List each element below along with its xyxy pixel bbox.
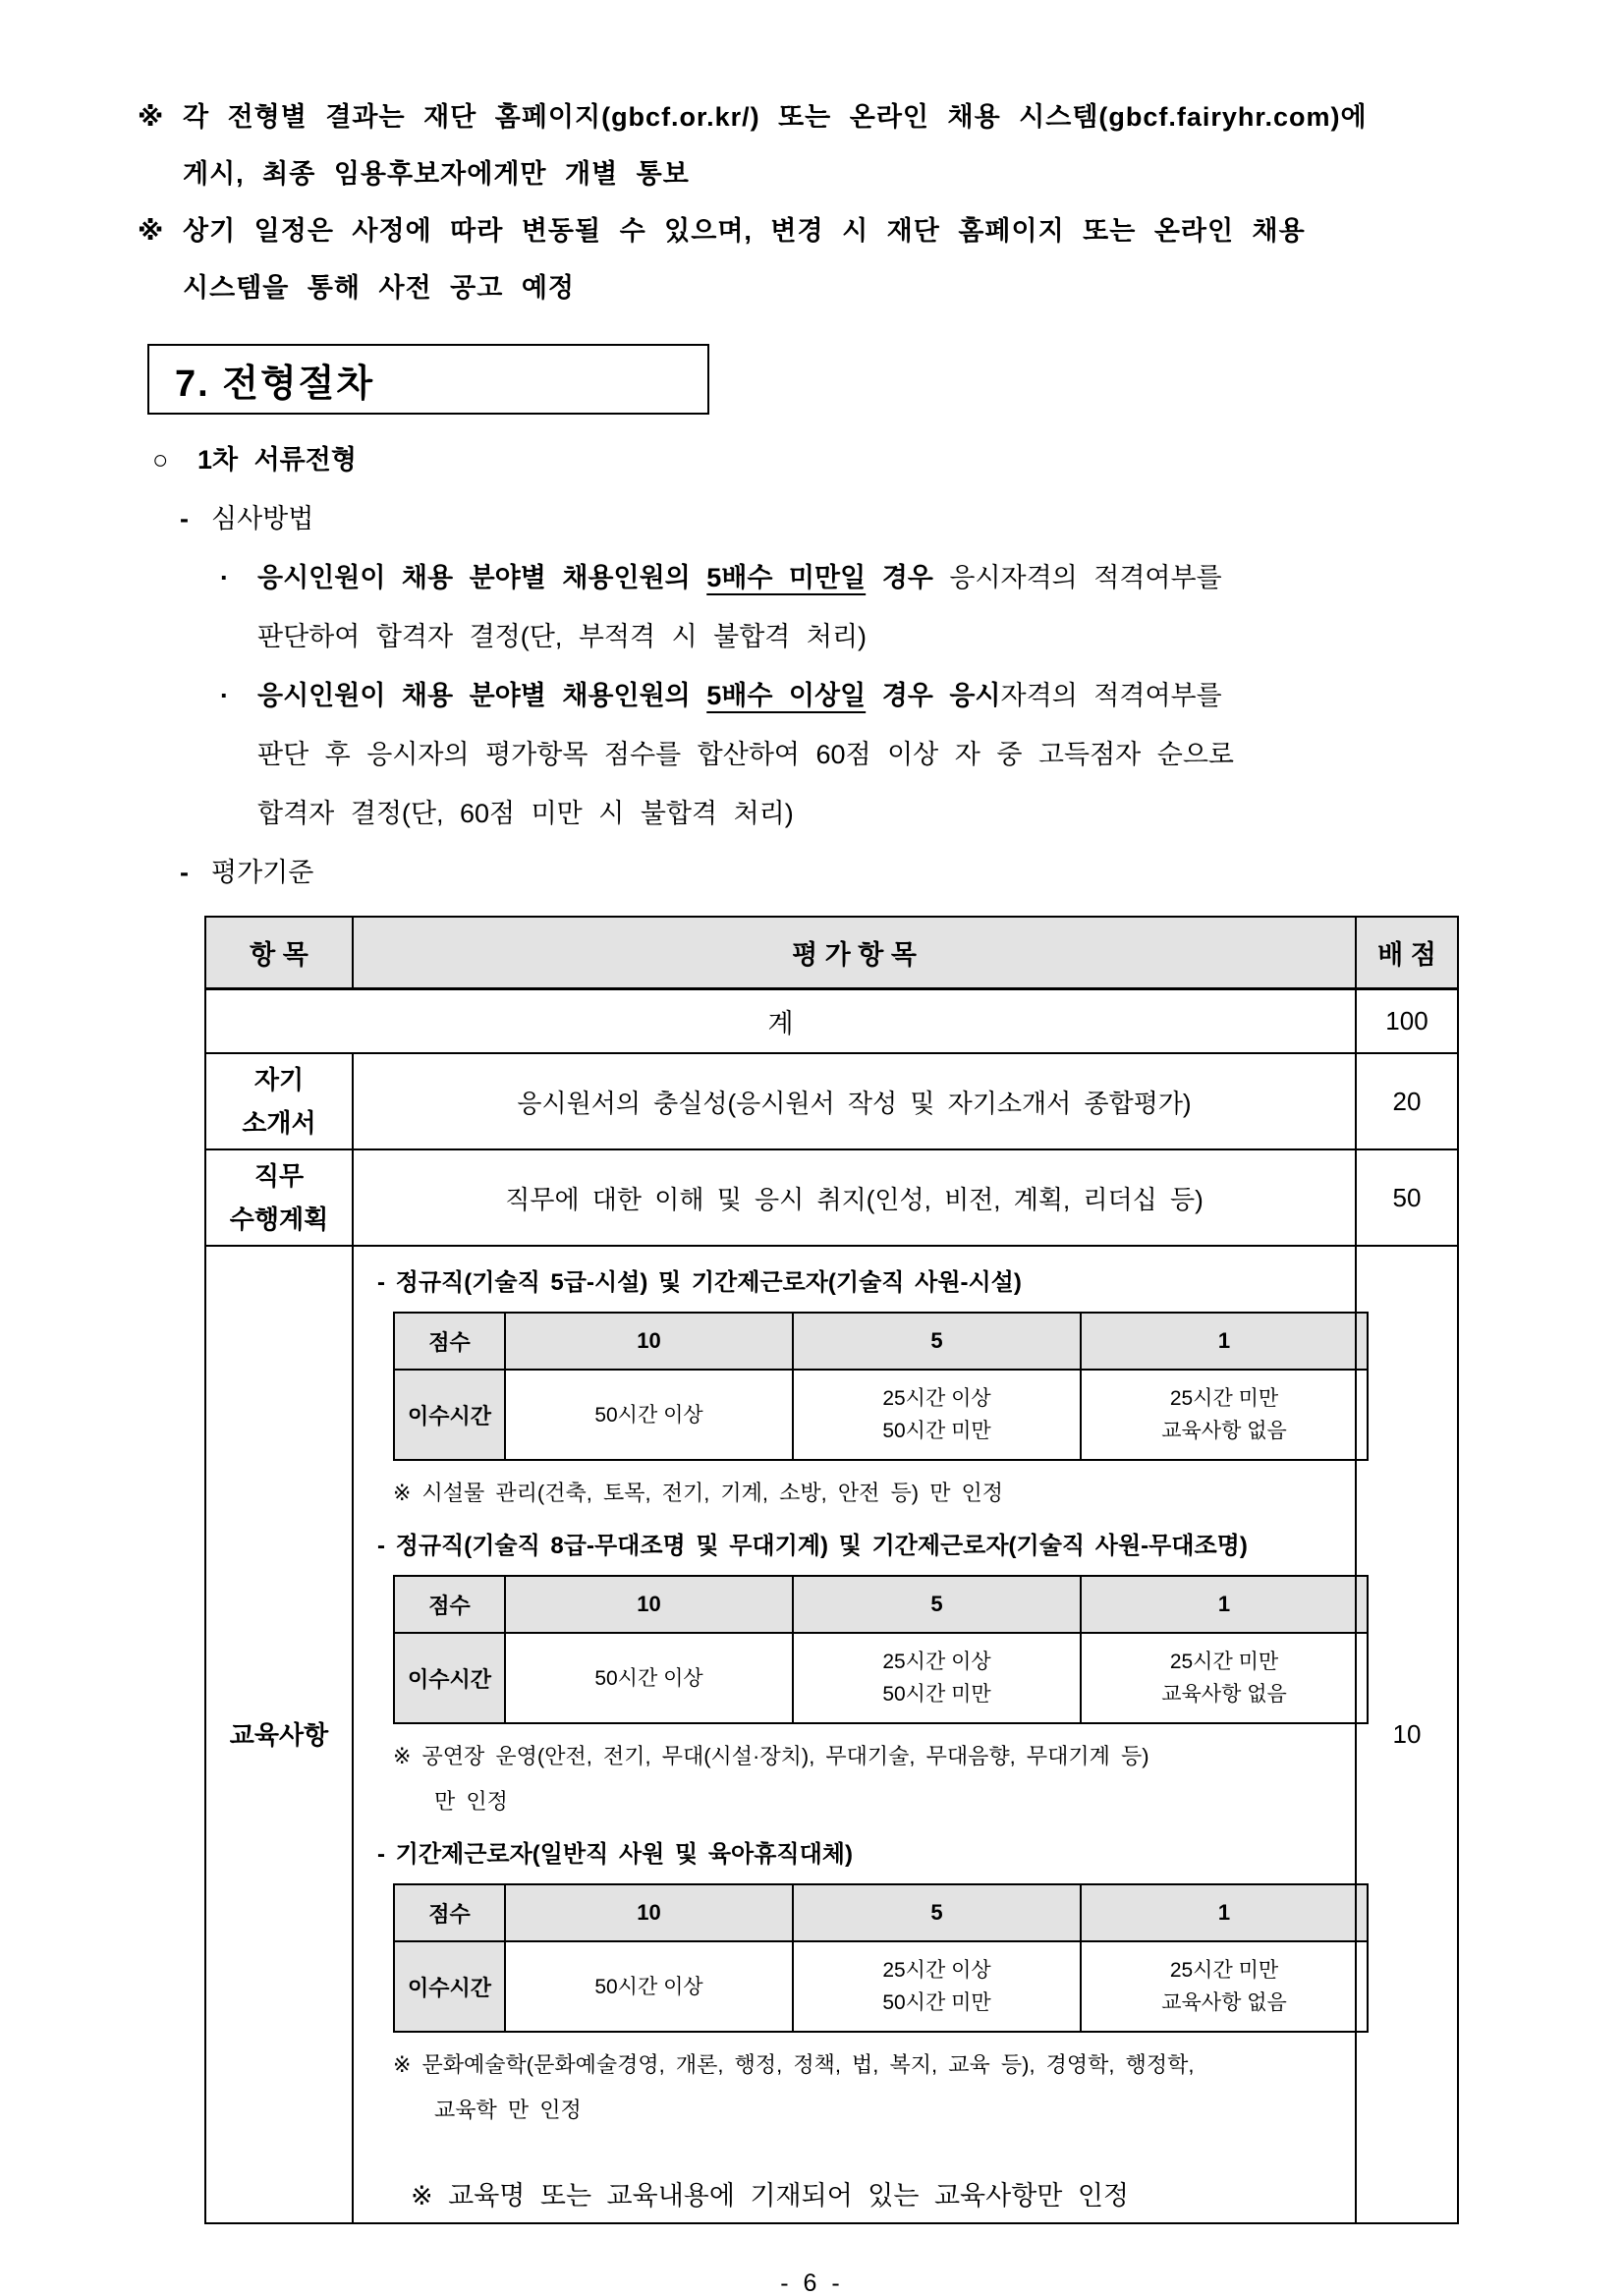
hours-cell	[505, 1370, 793, 1460]
score-value-cell: 10	[505, 1884, 793, 1941]
item-cell: 교육사항	[205, 1246, 353, 2223]
score-table	[393, 1312, 1369, 1461]
dot-bullet-icon: ·	[220, 681, 229, 710]
education-note	[377, 1471, 1347, 1516]
table-row	[205, 1149, 1458, 1246]
criteria-cell: 응시원서의 충실성(응시원서 작성 및 자기소개서 종합평가)	[353, 1053, 1356, 1149]
item-line: 자기	[253, 1065, 305, 1094]
table-row	[205, 1053, 1458, 1149]
score-value-cell: 5	[793, 1313, 1081, 1370]
education-final-note: ※ 교육명 또는 교육내용에 기재되어 있는 교육사항만 인정	[411, 2181, 1130, 2211]
section-heading-box	[147, 344, 709, 415]
hours-line: 50시간 이상	[594, 1403, 703, 1427]
note-line	[0, 88, 1624, 145]
points-cell: 10	[1356, 1246, 1458, 2223]
note-line: 교육학 만 인정	[434, 2098, 582, 2122]
hours-cell	[793, 1941, 1081, 2032]
criteria-cell: 직무에 대한 이해 및 응시 취지(인성, 비전, 계획, 리더십 등)	[353, 1149, 1356, 1246]
hours-line: 25시간 미만	[1169, 1959, 1279, 1982]
criteria-label	[0, 843, 1624, 902]
score-table	[393, 1883, 1369, 2033]
total-points: 100	[1356, 988, 1458, 1053]
hours-label-cell: 이수시간	[394, 1370, 505, 1460]
note-line: ※ 문화예술학(문화예술경영, 개론, 행정, 정책, 법, 복지, 교육 등), 경영학, 행정학,	[393, 2052, 1195, 2077]
rule-text-bold: 경우	[866, 563, 950, 592]
item-line: 수행계획	[229, 1204, 329, 1234]
note-line: 만 인정	[434, 1789, 508, 1814]
rule-text-bold: 응시인원이 채용 분야별 채용인원의	[257, 563, 707, 592]
hours-line: 25시간 미만	[1169, 1387, 1279, 1410]
reference-mark-icon: ※	[138, 216, 165, 246]
item-line: 직무	[253, 1161, 305, 1191]
score-value-cell: 5	[793, 1884, 1081, 1941]
hours-line: 50시간 미만	[882, 1683, 991, 1706]
points-cell: 50	[1356, 1149, 1458, 1246]
score-header-row	[394, 1884, 1368, 1941]
note-text: 시스템을 통해 사전 공고 예정	[183, 273, 575, 303]
note-line	[0, 145, 1624, 202]
note-text: 게시, 최종 임용후보자에게만 개별 통보	[183, 159, 690, 189]
education-row	[205, 1246, 1458, 2223]
hours-line: 교육사항 없음	[1161, 1991, 1287, 2014]
education-note	[377, 1734, 1347, 1824]
item-cell	[205, 1053, 353, 1149]
hours-line: 50시간 미만	[882, 1420, 991, 1442]
rule-text-bold: 응시인원이 채용 분야별 채용인원의	[257, 681, 707, 710]
education-detail-cell	[353, 1246, 1356, 2223]
section-heading: 7. 전형절차	[175, 363, 375, 405]
score-table	[393, 1575, 1369, 1724]
score-value-cell: 10	[505, 1313, 793, 1370]
method-label	[0, 489, 1624, 548]
stage-heading	[0, 430, 1624, 489]
note-line	[0, 259, 1624, 316]
stage-heading-text: 1차 서류전형	[197, 445, 357, 475]
reference-mark-icon: ※	[138, 102, 165, 132]
note-line: ※ 공연장 운영(안전, 전기, 무대(시설·장치), 무대기술, 무대음향, 무대기계 등)	[393, 1744, 1149, 1768]
item-cell	[205, 1149, 353, 1246]
rule-text: 판단 후 응시자의 평가항목 점수를 합산하여 60점 이상 자 중 고득점자 순으로	[257, 740, 1235, 769]
hours-line: 25시간 이상	[882, 1387, 991, 1410]
header-cell-points: 배 점	[1356, 917, 1458, 988]
dash-bullet-icon: -	[180, 858, 189, 887]
education-note	[377, 2043, 1347, 2133]
hours-line: 교육사항 없음	[1161, 1420, 1287, 1442]
hours-line: 교육사항 없음	[1161, 1683, 1287, 1706]
score-label-cell: 점수	[394, 1576, 505, 1633]
rule-text-underlined: 5배수 미만일	[706, 563, 867, 592]
hours-row	[394, 1941, 1368, 2032]
page-number: - 6 -	[780, 2269, 844, 2296]
hours-row	[394, 1633, 1368, 1723]
score-header-row	[394, 1313, 1368, 1370]
total-label: 계	[205, 988, 1356, 1053]
note-line: ※ 시설물 관리(건축, 토목, 전기, 기계, 소방, 안전 등) 만 인정	[393, 1481, 1004, 1505]
hours-line: 50시간 이상	[594, 1666, 703, 1690]
rule-text-underlined: 5배수 이상일	[706, 681, 867, 710]
score-value-cell: 1	[1081, 1576, 1368, 1633]
method-label-text: 심사방법	[211, 504, 314, 533]
hours-cell	[1081, 1370, 1368, 1460]
hours-line: 25시간 이상	[882, 1959, 991, 1982]
rule-text: 판단하여 합격자 결정(단, 부적격 시 불합격 처리)	[257, 622, 868, 651]
hours-label-cell: 이수시간	[394, 1941, 505, 2032]
circle-bullet-icon: ○	[152, 445, 169, 475]
rule-text-bold: 경우 응시	[866, 681, 1001, 710]
score-value-cell: 5	[793, 1576, 1081, 1633]
hours-cell	[793, 1633, 1081, 1723]
screening-rule-line	[0, 784, 1624, 843]
score-value-cell: 10	[505, 1576, 793, 1633]
hours-line: 50시간 이상	[594, 1975, 703, 1998]
job-category-heading: - 기간제근로자(일반직 사원 및 육아휴직대체)	[377, 1841, 853, 1868]
hours-label-cell: 이수시간	[394, 1633, 505, 1723]
job-category-heading: - 정규직(기술직 5급-시설) 및 기간제근로자(기술직 사원-시설)	[377, 1269, 1022, 1296]
hours-line: 50시간 미만	[882, 1991, 991, 2014]
rule-text: 합격자 결정(단, 60점 미만 시 불합격 처리)	[257, 799, 794, 828]
screening-rule-line	[0, 725, 1624, 784]
evaluation-table	[204, 916, 1459, 2224]
rule-text: 자격의 적격여부를	[1000, 681, 1222, 710]
screening-rule-line	[0, 548, 1624, 607]
dash-bullet-icon: -	[180, 504, 189, 533]
screening-rule-line	[0, 666, 1624, 725]
points-cell: 20	[1356, 1053, 1458, 1149]
score-header-row	[394, 1576, 1368, 1633]
hours-line: 25시간 이상	[882, 1651, 991, 1673]
header-cell-criteria: 평 가 항 목	[353, 917, 1356, 988]
item-line: 소개서	[242, 1108, 316, 1138]
score-label-cell: 점수	[394, 1884, 505, 1941]
total-row	[205, 988, 1458, 1053]
criteria-label-text: 평가기준	[211, 858, 314, 887]
hours-line: 25시간 미만	[1169, 1651, 1279, 1673]
hours-cell	[505, 1941, 793, 2032]
header-cell-item: 항 목	[205, 917, 353, 988]
rule-text: 응시자격의 적격여부를	[949, 563, 1222, 592]
hours-row	[394, 1370, 1368, 1460]
screening-rule-line	[0, 607, 1624, 666]
hours-cell	[1081, 1633, 1368, 1723]
hours-cell	[793, 1370, 1081, 1460]
note-text: 상기 일정은 사정에 따라 변동될 수 있으며, 변경 시 재단 홈페이지 또는 온라인 채용	[183, 216, 1306, 246]
note-line	[0, 202, 1624, 259]
dot-bullet-icon: ·	[220, 563, 229, 592]
job-category-heading: - 정규직(기술직 8급-무대조명 및 무대기계) 및 기간제근로자(기술직 사원-무대조명)	[377, 1533, 1248, 1559]
hours-cell	[505, 1633, 793, 1723]
hours-cell	[1081, 1941, 1368, 2032]
score-value-cell: 1	[1081, 1884, 1368, 1941]
score-value-cell: 1	[1081, 1313, 1368, 1370]
note-text: 각 전형별 결과는 재단 홈페이지(gbcf.or.kr/) 또는 온라인 채용 시스템(gbcf.fairyhr.com)에	[183, 102, 1368, 132]
score-label-cell: 점수	[394, 1313, 505, 1370]
table-header-row	[205, 917, 1458, 988]
